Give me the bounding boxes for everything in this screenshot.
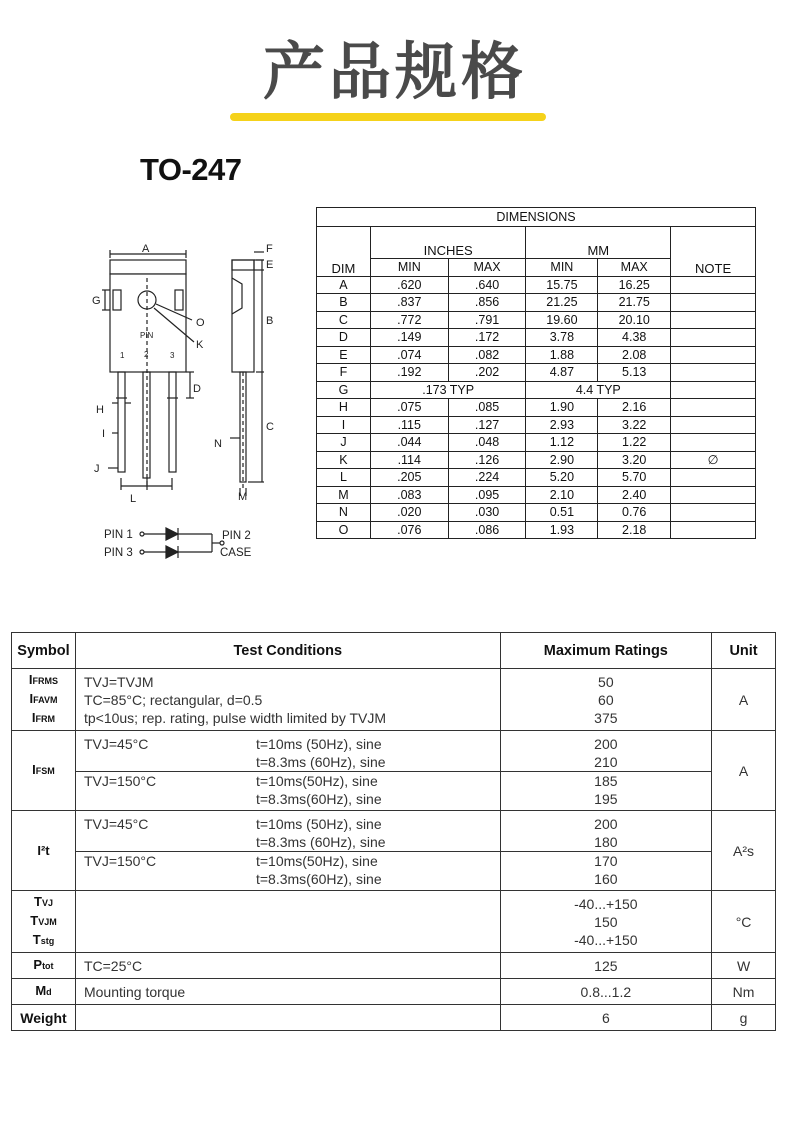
dim-cell-mm-max: 2.18 bbox=[598, 521, 671, 539]
dim-cell-mm-max: 2.16 bbox=[598, 399, 671, 417]
dim-cell-in-min: .620 bbox=[370, 276, 448, 294]
dimensions-table-wrap bbox=[316, 207, 756, 539]
dim-cell-mm-max: 20.10 bbox=[598, 311, 671, 329]
condition-line: TVJ=TVJM bbox=[83, 673, 154, 690]
dim-cell-note bbox=[671, 399, 756, 417]
dim-cell-in-max: .202 bbox=[448, 364, 526, 382]
dim-cell-note bbox=[671, 486, 756, 504]
dimension-row bbox=[317, 504, 756, 522]
dim-cell-in-max: .095 bbox=[448, 486, 526, 504]
dimension-row bbox=[317, 521, 756, 539]
symbol-cell: IFSM bbox=[12, 731, 76, 811]
dim-cell-in-min: .114 bbox=[370, 451, 448, 469]
dim-cell-in-min: .044 bbox=[370, 434, 448, 452]
label-a: A bbox=[142, 243, 150, 255]
dim-cell-in-min: .075 bbox=[370, 399, 448, 417]
value-cell: -40...+150 150 -40...+150 bbox=[500, 891, 712, 953]
symbol-cell: TVJ TVJM Tstg bbox=[12, 891, 76, 953]
label-pin: PIN bbox=[140, 331, 154, 340]
label-n: N bbox=[214, 438, 222, 450]
unit-cell: A²s bbox=[712, 811, 776, 891]
dim-cell-mm-max: 5.70 bbox=[598, 469, 671, 487]
conditions-cell: TVJ=45°C t=10ms (50Hz), sine t=8.3ms (60Hz), sine TVJ=150°C t=10ms(50Hz), sine t=8.3ms(60Hz), sine bbox=[75, 811, 500, 891]
condition-line: tp<10us; rep. rating, pulse width limited by TVJM bbox=[83, 709, 387, 726]
value-cell: 200 180 170 160 bbox=[500, 811, 712, 891]
value-cell: 125 bbox=[500, 953, 712, 979]
dim-cell-dim: F bbox=[317, 364, 371, 382]
value-cell: 50 60 375 bbox=[500, 669, 712, 731]
value-cell: 200 210 185 195 bbox=[500, 731, 712, 811]
dim-cell-in-max: .856 bbox=[448, 294, 526, 312]
dim-cell-in-min: .205 bbox=[370, 469, 448, 487]
dim-cell-dim: O bbox=[317, 521, 371, 539]
dim-cell-mm-max: 3.20 bbox=[598, 451, 671, 469]
dim-cell-dim: K bbox=[317, 451, 371, 469]
dim-cell-note bbox=[671, 294, 756, 312]
dimension-row bbox=[317, 434, 756, 452]
dim-cell-mm-min: 19.60 bbox=[526, 311, 598, 329]
dim-cell-mm-min: 0.51 bbox=[526, 504, 598, 522]
dim-cell-note bbox=[671, 434, 756, 452]
conditions-cell: TVJ=45°C t=10ms (50Hz), sine t=8.3ms (60Hz), sine TVJ=150°C t=10ms(50Hz), sine t=8.3ms(60Hz), sine bbox=[75, 731, 500, 811]
group-inches: INCHES bbox=[370, 227, 526, 259]
dim-cell-in-max: .030 bbox=[448, 504, 526, 522]
col-in-max: MAX bbox=[448, 259, 526, 277]
dim-cell-in-min: .149 bbox=[370, 329, 448, 347]
dim-cell-mm-min: 1.12 bbox=[526, 434, 598, 452]
col-in-min: MIN bbox=[370, 259, 448, 277]
label-b: B bbox=[266, 315, 274, 327]
label-k: K bbox=[196, 339, 204, 351]
dimension-row bbox=[317, 399, 756, 417]
dim-cell-in-max: .640 bbox=[448, 276, 526, 294]
rating-row-weight bbox=[12, 1005, 776, 1031]
package-outline-drawing bbox=[80, 238, 300, 568]
dim-cell-mm-min: 1.88 bbox=[526, 346, 598, 364]
unit-cell: °C bbox=[712, 891, 776, 953]
unit-cell: A bbox=[712, 669, 776, 731]
dim-cell-note bbox=[671, 311, 756, 329]
dim-cell-dim: E bbox=[317, 346, 371, 364]
conditions-cell bbox=[75, 1005, 500, 1031]
header-ratings: Maximum Ratings bbox=[500, 633, 712, 669]
dim-cell-in-min: .115 bbox=[370, 416, 448, 434]
dimensions-body bbox=[317, 276, 756, 539]
dim-cell-note bbox=[671, 469, 756, 487]
col-dim: DIM bbox=[317, 227, 371, 277]
header-unit: Unit bbox=[712, 633, 776, 669]
dim-cell-note bbox=[671, 276, 756, 294]
symbol-cell: Md bbox=[12, 979, 76, 1005]
header-conditions: Test Conditions bbox=[75, 633, 500, 669]
dim-cell-in-min: .076 bbox=[370, 521, 448, 539]
dimension-row bbox=[317, 346, 756, 364]
dim-cell-in-min: .192 bbox=[370, 364, 448, 382]
label-e: E bbox=[266, 259, 274, 271]
ratings-table bbox=[11, 632, 776, 1031]
label-h: H bbox=[96, 404, 104, 416]
pin-num-1: 1 bbox=[120, 351, 125, 360]
dimension-row bbox=[317, 364, 756, 382]
ratings-table-wrap bbox=[11, 632, 776, 1031]
dim-cell-note bbox=[671, 364, 756, 382]
dim-cell-mm-max: 3.22 bbox=[598, 416, 671, 434]
label-g: G bbox=[92, 295, 101, 307]
conditions-cell bbox=[75, 669, 500, 731]
dim-cell-in-max: .224 bbox=[448, 469, 526, 487]
conditions-cell bbox=[75, 891, 500, 953]
dim-cell-mm-typ: 4.4 TYP bbox=[526, 381, 671, 399]
dim-cell-dim: I bbox=[317, 416, 371, 434]
value-cell: 6 bbox=[500, 1005, 712, 1031]
dim-cell-mm-max: 0.76 bbox=[598, 504, 671, 522]
dim-cell-in-min: .837 bbox=[370, 294, 448, 312]
dim-cell-mm-min: 21.25 bbox=[526, 294, 598, 312]
dimension-row bbox=[317, 469, 756, 487]
dim-cell-mm-min: 1.90 bbox=[526, 399, 598, 417]
rating-row-temperature bbox=[12, 891, 776, 953]
dimensions-table bbox=[316, 207, 756, 539]
dim-cell-note bbox=[671, 329, 756, 347]
dim-cell-mm-min: 2.90 bbox=[526, 451, 598, 469]
case-label: CASE bbox=[220, 547, 252, 559]
dim-cell-dim: B bbox=[317, 294, 371, 312]
rating-row-i2t bbox=[12, 811, 776, 891]
dim-cell-mm-min: 3.78 bbox=[526, 329, 598, 347]
dim-cell-note: ∅ bbox=[671, 451, 756, 469]
dim-cell-mm-max: 4.38 bbox=[598, 329, 671, 347]
dim-cell-in-max: .085 bbox=[448, 399, 526, 417]
dim-cell-dim: N bbox=[317, 504, 371, 522]
package-diagram bbox=[80, 238, 300, 568]
pin1-label: PIN 1 bbox=[104, 529, 133, 541]
rating-row-forward-current bbox=[12, 669, 776, 731]
pin2-label: PIN 2 bbox=[222, 530, 251, 542]
dim-cell-note bbox=[671, 416, 756, 434]
dimensions-caption: DIMENSIONS bbox=[317, 208, 756, 227]
dim-cell-in-max: .791 bbox=[448, 311, 526, 329]
pin-num-3: 3 bbox=[170, 351, 175, 360]
symbol-cell: IFRMS IFAVM IFRM bbox=[12, 669, 76, 731]
dim-cell-mm-min: 5.20 bbox=[526, 469, 598, 487]
header-symbol: Symbol bbox=[12, 633, 76, 669]
value-cell: 0.8...1.2 bbox=[500, 979, 712, 1005]
dim-cell-mm-min: 4.87 bbox=[526, 364, 598, 382]
unit-cell: A bbox=[712, 731, 776, 811]
dim-cell-dim: J bbox=[317, 434, 371, 452]
dimension-row bbox=[317, 416, 756, 434]
conditions-cell: TC=25°C bbox=[75, 953, 500, 979]
rating-row-surge-current bbox=[12, 731, 776, 811]
dim-cell-mm-max: 2.08 bbox=[598, 346, 671, 364]
pin3-label: PIN 3 bbox=[104, 547, 133, 559]
dim-cell-note bbox=[671, 381, 756, 399]
label-d: D bbox=[193, 383, 201, 395]
rating-row-power bbox=[12, 953, 776, 979]
label-m: M bbox=[238, 491, 248, 503]
col-note: NOTE bbox=[671, 227, 756, 277]
dim-cell-in-min: .772 bbox=[370, 311, 448, 329]
label-o: O bbox=[196, 317, 205, 329]
dim-cell-in-min: .020 bbox=[370, 504, 448, 522]
dimension-row bbox=[317, 329, 756, 347]
symbol-cell: Ptot bbox=[12, 953, 76, 979]
dim-cell-in-min: .083 bbox=[370, 486, 448, 504]
dim-cell-dim: D bbox=[317, 329, 371, 347]
dim-cell-dim: C bbox=[317, 311, 371, 329]
unit-cell: Nm bbox=[712, 979, 776, 1005]
dimension-row bbox=[317, 311, 756, 329]
dim-cell-mm-max: 16.25 bbox=[598, 276, 671, 294]
dim-cell-mm-max: 5.13 bbox=[598, 364, 671, 382]
title-underline bbox=[230, 113, 546, 121]
dim-cell-note bbox=[671, 346, 756, 364]
dim-cell-in-typ: .173 TYP bbox=[370, 381, 526, 399]
dim-cell-in-max: .126 bbox=[448, 451, 526, 469]
group-mm: MM bbox=[526, 227, 671, 259]
dim-cell-dim: H bbox=[317, 399, 371, 417]
page-title: 产品规格 bbox=[262, 35, 527, 108]
label-f: F bbox=[266, 243, 273, 255]
dimension-row bbox=[317, 486, 756, 504]
symbol-cell: I²t bbox=[12, 811, 76, 891]
pin-num-2: 2 bbox=[144, 350, 149, 359]
dim-cell-in-min: .074 bbox=[370, 346, 448, 364]
dim-cell-dim: G bbox=[317, 381, 371, 399]
dim-cell-in-max: .172 bbox=[448, 329, 526, 347]
dim-cell-mm-min: 2.10 bbox=[526, 486, 598, 504]
dim-cell-mm-max: 1.22 bbox=[598, 434, 671, 452]
dim-cell-note bbox=[671, 504, 756, 522]
dim-cell-mm-min: 2.93 bbox=[526, 416, 598, 434]
dimension-row bbox=[317, 451, 756, 469]
dim-cell-in-max: .086 bbox=[448, 521, 526, 539]
label-c: C bbox=[266, 421, 274, 433]
conditions-cell: Mounting torque bbox=[75, 979, 500, 1005]
dim-cell-mm-max: 21.75 bbox=[598, 294, 671, 312]
condition-line: TC=85°C; rectangular, d=0.5 bbox=[83, 691, 263, 708]
dimension-row bbox=[317, 294, 756, 312]
dim-cell-note bbox=[671, 521, 756, 539]
unit-cell: W bbox=[712, 953, 776, 979]
dim-cell-mm-min: 1.93 bbox=[526, 521, 598, 539]
dim-cell-mm-min: 15.75 bbox=[526, 276, 598, 294]
package-name: TO-247 bbox=[140, 152, 242, 187]
dim-cell-mm-max: 2.40 bbox=[598, 486, 671, 504]
dimension-row bbox=[317, 276, 756, 294]
rating-row-torque bbox=[12, 979, 776, 1005]
dim-cell-in-max: .082 bbox=[448, 346, 526, 364]
label-l: L bbox=[130, 493, 137, 505]
dimension-row bbox=[317, 381, 756, 399]
dim-cell-dim: L bbox=[317, 469, 371, 487]
unit-cell: g bbox=[712, 1005, 776, 1031]
label-i: I bbox=[102, 428, 106, 440]
dim-cell-dim: M bbox=[317, 486, 371, 504]
symbol-cell: Weight bbox=[12, 1005, 76, 1031]
col-mm-max: MAX bbox=[598, 259, 671, 277]
dim-cell-in-max: .048 bbox=[448, 434, 526, 452]
dim-cell-in-max: .127 bbox=[448, 416, 526, 434]
dim-cell-dim: A bbox=[317, 276, 371, 294]
label-j: J bbox=[94, 463, 100, 475]
col-mm-min: MIN bbox=[526, 259, 598, 277]
